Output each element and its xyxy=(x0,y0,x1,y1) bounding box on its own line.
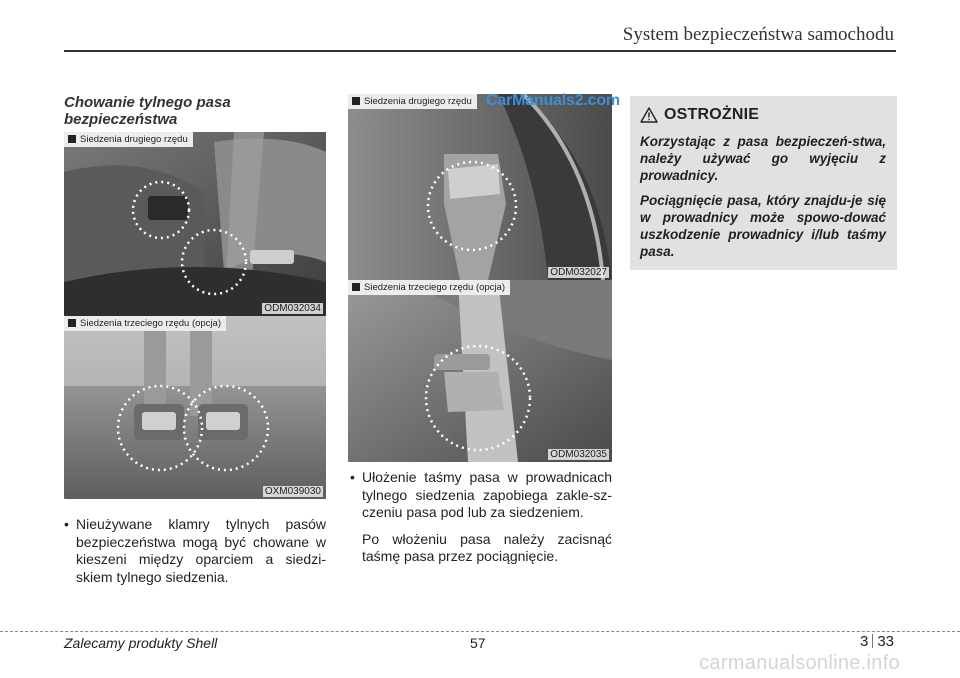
bullet-marker: • xyxy=(350,469,355,485)
bullet-marker: • xyxy=(64,516,69,532)
square-bullet-icon xyxy=(352,283,360,291)
caution-text-1: Korzystając z pasa bezpieczeń-stwa, należy używać go wyjęciu z prowadnicy. xyxy=(640,134,886,183)
footer-chapter-page xyxy=(860,633,894,650)
photo-third-row-guide-illustration xyxy=(348,280,612,462)
photo-label-text: Siedzenia trzeciego rzędu (opcja) xyxy=(80,318,221,329)
photo-second-row-guide xyxy=(348,94,612,280)
section-title-line1: Chowanie tylnego pasa xyxy=(64,94,231,111)
caution-header xyxy=(640,106,886,124)
photo-code: ODM032034 xyxy=(264,303,321,314)
square-bullet-icon xyxy=(68,319,76,327)
footer-rule xyxy=(0,631,960,632)
photo-third-row-buckles-illustration xyxy=(64,316,326,499)
photo-code: OXM039030 xyxy=(264,486,321,497)
photo-third-row-guide xyxy=(348,280,612,462)
photo-second-row-guide-illustration xyxy=(348,94,612,280)
square-bullet-icon xyxy=(352,97,360,105)
photo-label-text: Siedzenia drugiego rzędu xyxy=(364,96,472,107)
chapter-number: 3 xyxy=(859,633,869,650)
chapter-page-number: 33 xyxy=(877,633,894,650)
section-title-line2: bezpieczeństwa xyxy=(64,111,178,128)
photo-label xyxy=(348,94,477,109)
bullet-left-text: Nieużywane klamry tylnych pasów bezpieczeństwa mogą być chowane w kieszeni między oparciem a siedzi-skiem tylnego siedzenia. xyxy=(76,516,326,585)
bullet-middle-text-2: Po włożeniu pasa należy zacisnąć taśmę pasa przez pociągnięcie. xyxy=(362,530,612,564)
photo-label xyxy=(348,280,510,295)
bullet-middle-text-1: Ułożenie taśmy pasa w prowadnicach tylnego siedzenia zapobiega zakle-sz-czeniu pasa pod lub za siedzeniem. xyxy=(362,469,612,520)
footer-left: Zalecamy produkty Shell xyxy=(64,635,218,651)
photo-label-text: Siedzenia drugiego rzędu xyxy=(80,134,188,145)
bullet-left xyxy=(64,516,326,586)
site-watermark: carmanualsonline.info xyxy=(699,652,900,674)
photo-code: ODM032027 xyxy=(550,267,607,278)
header-rule xyxy=(64,50,896,52)
warning-triangle-icon xyxy=(640,107,658,123)
watermark: CarManuals2.com xyxy=(486,92,620,109)
caution-box xyxy=(630,96,897,270)
caution-text-2: Pociągnięcie pasa, który znajdu-je się w prowadnicy może spowo-dować uszkodzenie prowadnicy i/lub taśmy pasa. xyxy=(640,193,886,259)
chapter-separator xyxy=(872,634,873,648)
photo-third-row-buckles xyxy=(64,316,326,499)
square-bullet-icon xyxy=(68,135,76,143)
photo-label xyxy=(64,132,193,147)
caution-title: OSTROŻNIE xyxy=(664,106,760,123)
photo-label-text: Siedzenia trzeciego rzędu (opcja) xyxy=(364,282,505,293)
photo-code: ODM032035 xyxy=(550,449,607,460)
footer-page-number: 57 xyxy=(470,635,486,651)
section-title xyxy=(64,94,314,128)
bullet-middle xyxy=(350,469,612,566)
header-title: System bezpieczeństwa samochodu xyxy=(622,24,894,45)
photo-second-row-pocket xyxy=(64,132,326,316)
photo-label xyxy=(64,316,226,331)
photo-second-row-pocket-illustration xyxy=(64,132,326,316)
